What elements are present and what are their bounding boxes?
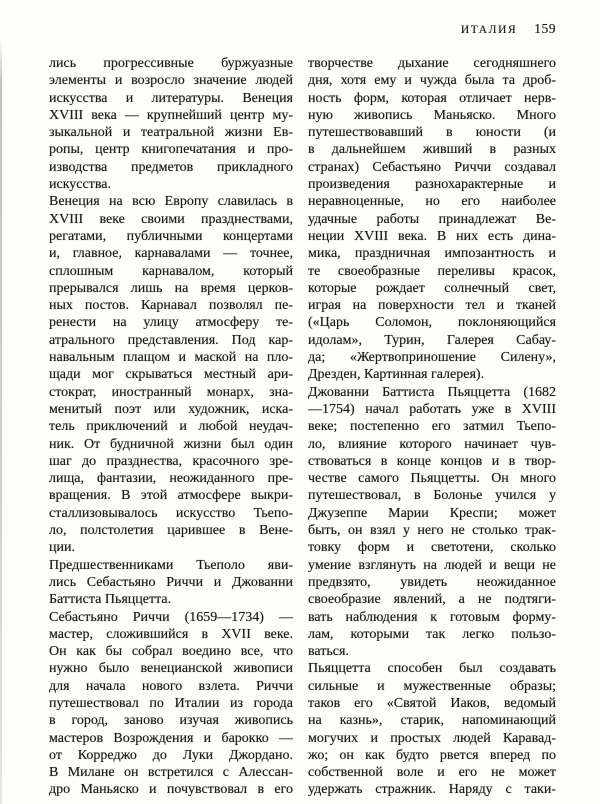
text-line: мастеров Возрождения и барокко —: [49, 730, 293, 746]
text-line: неравноценные, но его наиболее: [308, 194, 556, 210]
text-line: честве самого Пьяццетты. Он много: [308, 471, 556, 487]
text-line: дня, хотя ему и чужда была та дроб-: [308, 73, 556, 89]
text-line: щади мог скрываться местный ари-: [49, 367, 293, 383]
text-line: вращения. В этой атмосфере выкри-: [49, 488, 293, 504]
text-line: на казнь», старик, напоминающий: [308, 713, 556, 729]
text-line: Венеция на всю Европу славилась в: [49, 194, 293, 210]
text-line: сталлизовывалось искусство Тьепо-: [49, 505, 293, 521]
text-line: стократ, иностранный монарх, зна-: [49, 384, 293, 400]
scan-edge-artifact: [0, 38, 2, 804]
running-header-title: ИТАЛИЯ: [460, 24, 518, 36]
text-line: быть, он взял у него не столько трак-: [308, 523, 556, 539]
text-line: для начала нового взлета. Риччи: [49, 678, 293, 694]
text-line: путешествовал, в Болонье учился у: [308, 488, 556, 504]
text-line: неции XVIII века. В них есть дина-: [308, 228, 556, 244]
text-line: идолам», Турин, Галерея Сабау-: [308, 332, 556, 348]
text-line: те своеобразные переливы красок,: [308, 263, 556, 279]
text-line: ник. От будничной жизни был один: [49, 436, 293, 452]
text-line: Джованни Баттиста Пьяццетта (1682: [308, 384, 556, 400]
text-line: ропы, центр книгопечатания и про-: [49, 142, 293, 158]
text-line: от Корреджо до Луки Джордано.: [49, 747, 293, 763]
text-line: ваться.: [308, 644, 349, 660]
text-line: жо; он как будто рвется вперед по: [308, 747, 556, 763]
text-line: навальным плащом и маской на пло-: [49, 350, 293, 366]
right-text-column: [308, 55, 556, 799]
text-line: прерывался лишь на время церков-: [49, 280, 293, 296]
running-header: [461, 21, 556, 37]
text-line: ло, полстолетия царившее в Вене-: [49, 523, 293, 539]
text-line: ных постов. Карнавал позволял пе-: [49, 298, 293, 314]
text-line: могучих и простых людей Каравад-: [308, 730, 556, 746]
text-line: Пьяццетта способен был создавать: [308, 661, 556, 677]
text-line: мика, праздничная импозантность и: [308, 246, 556, 262]
text-line: элементы и возросло значение людей: [49, 73, 293, 89]
text-line: предвзято, увидеть неожиданное: [308, 574, 556, 590]
text-line: искусства и литературы. Венеция: [49, 90, 293, 106]
text-line: своеобразие явлений, а не подтяги-: [308, 592, 556, 608]
text-line: шаг до празднества, красочного зре-: [49, 453, 293, 469]
text-line: мастер, сложившийся в XVII веке.: [49, 626, 293, 642]
text-line: и, главное, карнавалами — точнее,: [49, 246, 293, 262]
text-line: Он как бы собрал воедино все, что: [49, 644, 293, 660]
text-line: изводства предметов прикладного: [49, 159, 293, 175]
text-line: нужно было венецианской живописи: [49, 661, 293, 677]
text-line: XVIII веке своими празднествами,: [49, 211, 293, 227]
text-line: удержать стражник. Наряду с таки-: [308, 782, 556, 798]
text-line: ную живопись Маньяско. Много: [308, 107, 556, 123]
text-line: в город, заново изучая живопись: [49, 713, 293, 729]
text-line: ренести на улицу атмосферу те-: [49, 315, 293, 331]
text-line: умение взглянуть на людей и вещи не: [308, 557, 556, 573]
text-line: регатами, публичными концертами: [49, 228, 293, 244]
text-line: Предшественниками Тьеполо яви-: [49, 557, 293, 573]
text-line: лись прогрессивные буржуазные: [49, 56, 293, 71]
text-line: («Царь Соломон, поклоняющийся: [308, 315, 556, 331]
text-line: ло, влияние которого начинает чув-: [308, 436, 556, 452]
text-line: Баттиста Пьяццетта.: [49, 592, 172, 608]
page-number: 159: [534, 21, 556, 36]
text-line: таков его «Святой Иаков, ведомый: [308, 695, 556, 711]
text-line: XVIII века — крупнейший центр му-: [49, 107, 293, 123]
text-line: искусства.: [49, 177, 111, 193]
text-line: веке; постепенно его затмил Тьепо-: [308, 419, 556, 435]
text-line: В Милане он встретился с Алессан-: [49, 765, 293, 781]
text-line: ность форм, которая отличает нерв-: [308, 90, 556, 106]
text-line: товку форм и светотени, сколько: [308, 540, 556, 556]
text-line: тель приключений и любой неудач-: [49, 419, 293, 435]
text-line: вать наблюдения к готовым форму-: [308, 609, 556, 625]
text-line: дро Маньяско и почувствовал в его: [49, 782, 293, 798]
text-line: ции.: [49, 540, 75, 556]
text-line: —1754) начал работать уже в XVIII: [308, 401, 556, 417]
text-line: в дальнейшем живший в разных: [308, 142, 556, 158]
text-line: да; «Жертвоприношение Силену»,: [308, 350, 556, 366]
text-line: произведения разнохарактерные и: [308, 177, 556, 193]
text-line: творчестве дыхание сегодняшнего: [308, 56, 556, 71]
text-line: удачные работы принадлежат Ве-: [308, 211, 556, 227]
text-line: которые рождает солнечный свет,: [308, 280, 556, 296]
text-line: играя на поверхности тел и тканей: [308, 298, 556, 314]
text-line: собственной воле и его не может: [308, 765, 556, 781]
text-line: лища, фантазии, неожиданного пре-: [49, 471, 293, 487]
text-line: ствоваться в конце концов и в твор-: [308, 453, 556, 469]
text-line: атрального представления. Под кар-: [49, 332, 293, 348]
text-line: сильные и мужественные образы;: [308, 678, 556, 694]
text-line: лам, которыми так легко пользо-: [308, 626, 556, 642]
text-line: сплошным карнавалом, который: [49, 263, 293, 279]
text-line: Себастьяно Риччи (1659—1734) —: [49, 609, 293, 625]
text-line: Дрезден, Картинная галерея).: [308, 367, 485, 383]
left-text-column: [49, 55, 293, 799]
text-line: путешествовавший в юности (и: [308, 125, 556, 141]
text-line: путешествовал по Италии из города: [49, 695, 293, 711]
text-line: зыкальной и театральной жизни Ев-: [49, 125, 293, 141]
text-line: менитый поэт или художник, иска-: [49, 401, 293, 417]
text-line: странах) Себастьяно Риччи создавал: [308, 159, 556, 175]
text-line: лись Себастьяно Риччи и Джованни: [49, 574, 293, 590]
text-line: Джузеппе Марии Креспи; может: [308, 505, 556, 521]
